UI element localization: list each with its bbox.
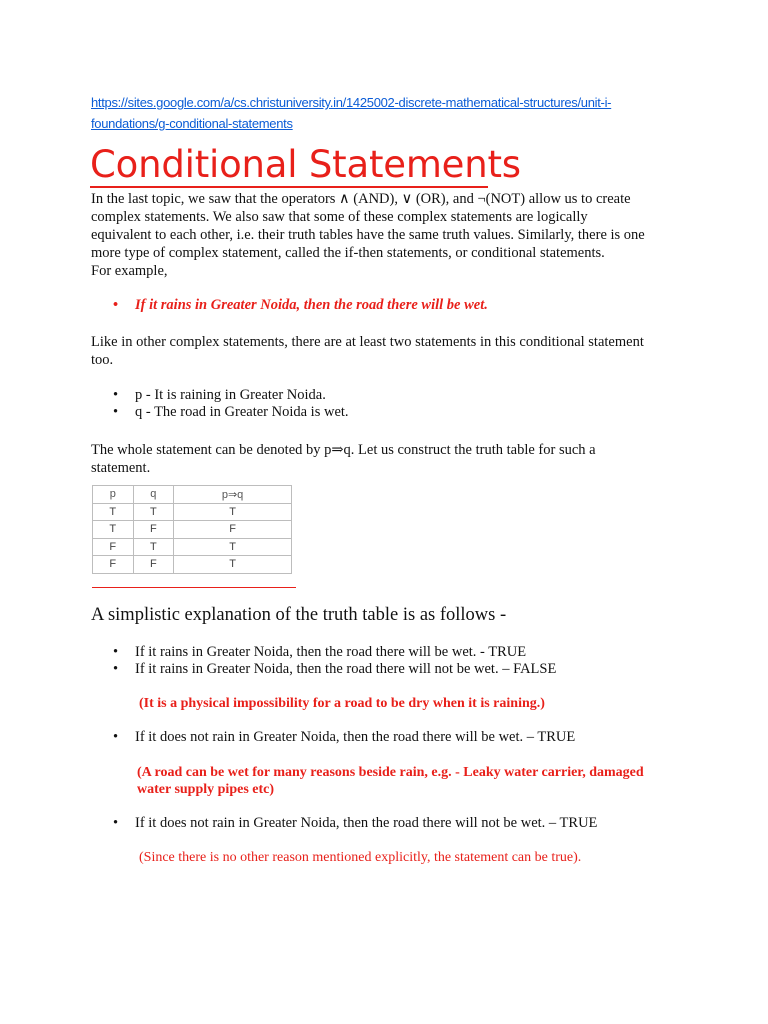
note-3: (Since there is no other reason mentioned explicitly, the statement can be true). bbox=[139, 850, 582, 865]
bullet-icon: • bbox=[113, 387, 119, 403]
header-q: q bbox=[133, 486, 174, 504]
table-header-row bbox=[93, 486, 292, 504]
intro-line-2: complex statements. We also saw that some of these complex statements are logically bbox=[91, 209, 588, 225]
para3-line-2: statement. bbox=[91, 460, 151, 476]
para3-line-1: The whole statement can be denoted by p⇒q. Let us construct the truth table for such a bbox=[91, 442, 596, 458]
list-item bbox=[91, 387, 349, 404]
note-1: (It is a physical impossibility for a road to be dry when it is raining.) bbox=[139, 696, 545, 711]
statement-q: q - The road in Greater Noida is wet. bbox=[135, 404, 349, 420]
intro-line-5: For example, bbox=[91, 263, 168, 279]
intro-paragraph bbox=[91, 190, 681, 280]
explanation-list-1 bbox=[91, 644, 556, 678]
list-item bbox=[91, 404, 349, 421]
list-item bbox=[91, 729, 575, 746]
table-row bbox=[93, 538, 292, 556]
header-p: p bbox=[93, 486, 134, 504]
table-cell: T bbox=[174, 556, 292, 574]
page-title: Conditional Statements bbox=[90, 143, 521, 186]
intro-line-1: In the last topic, we saw that the operators ∧ (AND), ∨ (OR), and ¬(NOT) allow us to create bbox=[91, 191, 631, 207]
explanation-1: If it rains in Greater Noida, then the road there will be wet. - TRUE bbox=[135, 644, 527, 660]
table-row bbox=[93, 521, 292, 539]
example-list bbox=[91, 297, 488, 314]
table-row bbox=[93, 503, 292, 521]
bullet-icon: • bbox=[113, 661, 119, 677]
bullet-icon: • bbox=[113, 729, 119, 745]
para2-line-1: Like in other complex statements, there are at least two statements in this conditional statement bbox=[91, 334, 644, 350]
source-link-line-1[interactable]: https://sites.google.com/a/cs.christuniversity.in/1425002-discrete-mathematical-structures/unit-i- bbox=[91, 95, 612, 110]
bullet-icon: • bbox=[113, 297, 119, 313]
header-p-implies-q: p⇒q bbox=[174, 486, 292, 504]
explanation-3: If it does not rain in Greater Noida, then the road there will be wet. – TRUE bbox=[135, 729, 576, 745]
table-cell: T bbox=[174, 503, 292, 521]
table-cell: F bbox=[133, 521, 174, 539]
intro-line-4: more type of complex statement, called the if-then statements, or conditional statements. bbox=[91, 245, 605, 261]
paragraph-2 bbox=[91, 333, 681, 369]
source-link[interactable] bbox=[91, 92, 691, 134]
table-row bbox=[93, 556, 292, 574]
table-cell: F bbox=[93, 538, 134, 556]
para2-line-2: too. bbox=[91, 352, 114, 368]
table-cell: T bbox=[133, 503, 174, 521]
truth-table bbox=[92, 485, 292, 574]
table-cell: F bbox=[174, 521, 292, 539]
bullet-icon: • bbox=[113, 404, 119, 420]
table-cell: F bbox=[133, 556, 174, 574]
paragraph-3 bbox=[91, 441, 681, 477]
table-cell: T bbox=[93, 503, 134, 521]
explanation-list-2 bbox=[91, 729, 575, 746]
table-cell: T bbox=[93, 521, 134, 539]
source-link-line-2[interactable]: foundations/g-conditional-statements bbox=[91, 116, 293, 131]
example-statement: If it rains in Greater Noida, then the road there will be wet. bbox=[135, 297, 488, 313]
table-underline bbox=[92, 587, 296, 588]
bullet-icon: • bbox=[113, 815, 119, 831]
bullet-icon: • bbox=[113, 644, 119, 660]
list-item bbox=[91, 644, 556, 661]
list-item bbox=[91, 297, 488, 314]
list-item bbox=[91, 815, 597, 832]
explanation-4: If it does not rain in Greater Noida, then the road there will not be wet. – TRUE bbox=[135, 815, 598, 831]
statement-list bbox=[91, 387, 349, 421]
list-item bbox=[91, 661, 556, 678]
table-cell: F bbox=[93, 556, 134, 574]
intro-line-3: equivalent to each other, i.e. their truth tables have the same truth values. Similarly, there is one bbox=[91, 227, 645, 243]
title-underline bbox=[90, 186, 488, 188]
table-cell: T bbox=[174, 538, 292, 556]
section-heading: A simplistic explanation of the truth table is as follows - bbox=[91, 605, 507, 625]
explanation-2: If it rains in Greater Noida, then the road there will not be wet. – FALSE bbox=[135, 661, 557, 677]
explanation-list-3 bbox=[91, 815, 597, 832]
note-2: (A road can be wet for many reasons beside rain, e.g. - Leaky water carrier, damaged water supply pipes etc) bbox=[137, 765, 644, 797]
table-cell: T bbox=[133, 538, 174, 556]
statement-p: p - It is raining in Greater Noida. bbox=[135, 387, 326, 403]
